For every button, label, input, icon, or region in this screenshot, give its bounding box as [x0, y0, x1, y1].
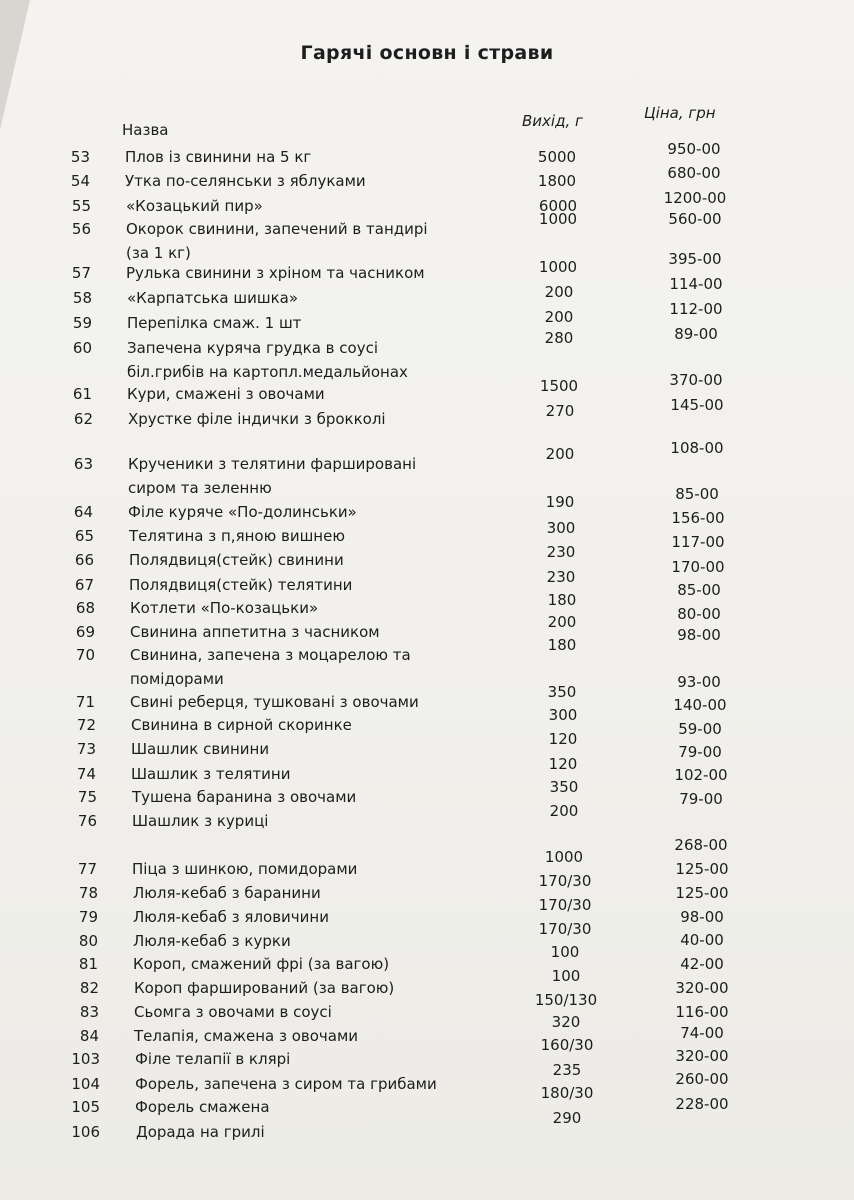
item-price: 59-00 [678, 720, 722, 738]
item-name: Шашлик свинини [131, 740, 270, 758]
item-weight: 5000 [537, 148, 577, 166]
column-header-output: Вихід, г [522, 112, 583, 130]
item-name: «Карпатська шишка» [127, 289, 299, 307]
item-price: 79-00 [678, 743, 722, 761]
item-weight: 160/30 [540, 1036, 594, 1054]
item-number: 60 [72, 339, 92, 357]
item-weight: 300 [548, 706, 578, 724]
item-weight: 200 [547, 613, 577, 631]
item-name-continued: біл.грибів на картопл.медальйонах [127, 363, 408, 381]
item-price: 79-00 [679, 790, 723, 808]
item-name: Свинина, запечена з моцарелою та [130, 646, 411, 664]
item-name: Люля-кебаб з яловичини [133, 908, 329, 926]
item-weight: 235 [552, 1061, 582, 1079]
item-price: 112-00 [669, 300, 723, 318]
item-number: 104 [71, 1075, 100, 1093]
item-number: 74 [76, 765, 96, 783]
item-number: 69 [75, 623, 95, 641]
item-price: 260-00 [675, 1070, 729, 1088]
item-name: Плов із свинини на 5 кг [125, 148, 312, 166]
item-weight: 100 [550, 943, 580, 961]
item-name: Котлети «По-козацьки» [130, 599, 319, 617]
item-number: 55 [71, 197, 91, 215]
menu-item-row [0, 210, 854, 244]
item-weight: 200 [544, 308, 574, 326]
item-weight: 6000 [538, 197, 578, 215]
item-price: 140-00 [673, 696, 727, 714]
item-name: Форель смажена [135, 1098, 270, 1116]
item-number: 80 [78, 932, 98, 950]
menu-item-row [0, 439, 854, 479]
item-number: 70 [75, 646, 95, 664]
item-number: 61 [72, 385, 92, 403]
item-name: Запечена куряча грудка в соусі [127, 339, 379, 357]
item-number: 79 [78, 908, 98, 926]
item-name: Шашлик з куриці [132, 812, 269, 830]
item-name: Крученики з телятини фаршировані [128, 455, 417, 473]
item-price: 74-00 [680, 1024, 724, 1042]
item-number: 58 [72, 289, 92, 307]
item-weight: 150/130 [534, 991, 598, 1009]
menu-item-row [0, 396, 854, 434]
item-name: Полядвиця(стейк) телятини [129, 576, 353, 594]
item-weight: 200 [545, 445, 575, 463]
item-number: 73 [76, 740, 96, 758]
item-weight: 120 [548, 730, 578, 748]
item-name: Тушена баранина з овочами [132, 788, 357, 806]
item-name: Свинина в сирной скоринке [131, 716, 352, 734]
item-price: 680-00 [667, 164, 721, 182]
item-name: Форель, запечена з сиром та грибами [135, 1075, 437, 1093]
item-price: 80-00 [677, 605, 721, 623]
item-name: Короп фарширований (за вагою) [134, 979, 395, 997]
item-price: 93-00 [677, 673, 721, 691]
item-weight: 1000 [538, 258, 578, 276]
item-name-continued: (за 1 кг) [126, 244, 191, 262]
item-weight: 350 [547, 683, 577, 701]
item-weight: 200 [544, 283, 574, 301]
item-weight: 230 [546, 543, 576, 561]
item-price: 114-00 [669, 275, 723, 293]
item-name: Сьомга з овочами в соусі [134, 1003, 332, 1021]
item-price: 98-00 [677, 626, 721, 644]
item-number: 66 [74, 551, 94, 569]
item-weight: 170/30 [538, 872, 592, 890]
item-name: Хрустке філе індички з брокколі [128, 410, 386, 428]
item-number: 53 [70, 148, 90, 166]
item-number: 78 [78, 884, 98, 902]
item-price: 228-00 [675, 1095, 729, 1113]
item-number: 54 [70, 172, 90, 190]
item-price: 395-00 [668, 250, 722, 268]
item-price: 1200-00 [663, 189, 727, 207]
item-number: 65 [74, 527, 94, 545]
item-number: 103 [71, 1050, 100, 1068]
item-weight: 120 [548, 755, 578, 773]
item-weight: 170/30 [538, 920, 592, 938]
item-price: 116-00 [675, 1003, 729, 1021]
item-number: 76 [77, 812, 97, 830]
item-price: 320-00 [675, 1047, 729, 1065]
item-price: 89-00 [674, 325, 718, 343]
item-price: 268-00 [674, 836, 728, 854]
item-name: Утка по-селянськи з яблуками [125, 172, 366, 190]
item-weight: 280 [544, 329, 574, 347]
item-weight: 230 [546, 568, 576, 586]
item-price: 370-00 [669, 371, 723, 389]
item-price: 117-00 [671, 533, 725, 551]
item-name: Шашлик з телятини [131, 765, 291, 783]
item-number: 57 [71, 264, 91, 282]
item-name-continued: сиром та зеленню [128, 479, 272, 497]
item-weight: 170/30 [538, 896, 592, 914]
item-number: 68 [75, 599, 95, 617]
item-weight: 180 [547, 636, 577, 654]
item-weight: 200 [549, 802, 579, 820]
item-number: 64 [73, 503, 93, 521]
item-name: Телапія, смажена з овочами [134, 1027, 359, 1045]
item-name-continued: помідорами [130, 670, 224, 688]
item-weight: 1800 [537, 172, 577, 190]
item-weight: 100 [551, 967, 581, 985]
item-number: 77 [77, 860, 97, 878]
item-name: Свинина аппетитна з часником [130, 623, 380, 641]
item-weight: 300 [546, 519, 576, 537]
item-price: 42-00 [680, 955, 724, 973]
item-name: Піца з шинкою, помидорами [132, 860, 358, 878]
item-weight: 290 [552, 1109, 582, 1127]
item-weight: 270 [545, 402, 575, 420]
item-number: 82 [79, 979, 99, 997]
item-number: 84 [79, 1027, 99, 1045]
item-name: Перепілка смаж. 1 шт [127, 314, 302, 332]
item-number: 75 [77, 788, 97, 806]
item-weight: 180 [547, 591, 577, 609]
item-name: Люля-кебаб з курки [133, 932, 291, 950]
item-name: Окорок свинини, запечений в тандирі [126, 220, 428, 238]
item-weight: 1500 [539, 377, 579, 395]
item-price: 85-00 [675, 485, 719, 503]
item-number: 56 [71, 220, 91, 238]
item-name: Полядвиця(стейк) свинини [129, 551, 344, 569]
item-name: Рулька свинини з хріном та часником [126, 264, 425, 282]
item-weight: 190 [545, 493, 575, 511]
item-price: 40-00 [680, 931, 724, 949]
item-price: 98-00 [680, 908, 724, 926]
item-name: «Козацький пир» [126, 197, 263, 215]
item-price: 320-00 [675, 979, 729, 997]
item-name: Короп, смажений фрі (за вагою) [133, 955, 390, 973]
item-weight: 320 [551, 1013, 581, 1031]
item-weight: 350 [549, 778, 579, 796]
item-name: Телятина з п,яною вишнею [129, 527, 345, 545]
item-number: 59 [72, 314, 92, 332]
item-price: 85-00 [677, 581, 721, 599]
item-price: 125-00 [675, 860, 729, 878]
item-weight: 1000 [538, 210, 578, 228]
item-price: 108-00 [670, 439, 724, 457]
item-price: 950-00 [667, 140, 721, 158]
item-number: 67 [74, 576, 94, 594]
item-name: Люля-кебаб з баранини [133, 884, 321, 902]
item-name: Кури, смажені з овочами [127, 385, 325, 403]
item-number: 62 [73, 410, 93, 428]
item-price: 156-00 [671, 509, 725, 527]
page-title: Гарячі основн і страви [300, 42, 554, 64]
column-header-price: Ціна, грн [644, 104, 716, 122]
item-price: 102-00 [674, 766, 728, 784]
item-number: 71 [75, 693, 95, 711]
item-number: 72 [76, 716, 96, 734]
item-number: 106 [71, 1123, 100, 1141]
item-number: 81 [78, 955, 98, 973]
item-name: Дорада на грилі [136, 1123, 265, 1141]
menu-item-row [0, 325, 854, 363]
item-weight: 180/30 [540, 1084, 594, 1102]
item-number: 83 [79, 1003, 99, 1021]
item-name: Свині реберця, тушковані з овочами [130, 693, 419, 711]
column-header-name: Назва [122, 121, 169, 139]
paper-corner [0, 0, 30, 130]
item-number: 105 [71, 1098, 100, 1116]
item-weight: 1000 [544, 848, 584, 866]
item-price: 170-00 [671, 558, 725, 576]
item-price: 560-00 [668, 210, 722, 228]
item-price: 145-00 [670, 396, 724, 414]
item-price: 125-00 [675, 884, 729, 902]
item-name: Філе телапії в клярі [135, 1050, 291, 1068]
item-number: 63 [73, 455, 93, 473]
item-name: Філе куряче «По-долинськи» [128, 503, 357, 521]
